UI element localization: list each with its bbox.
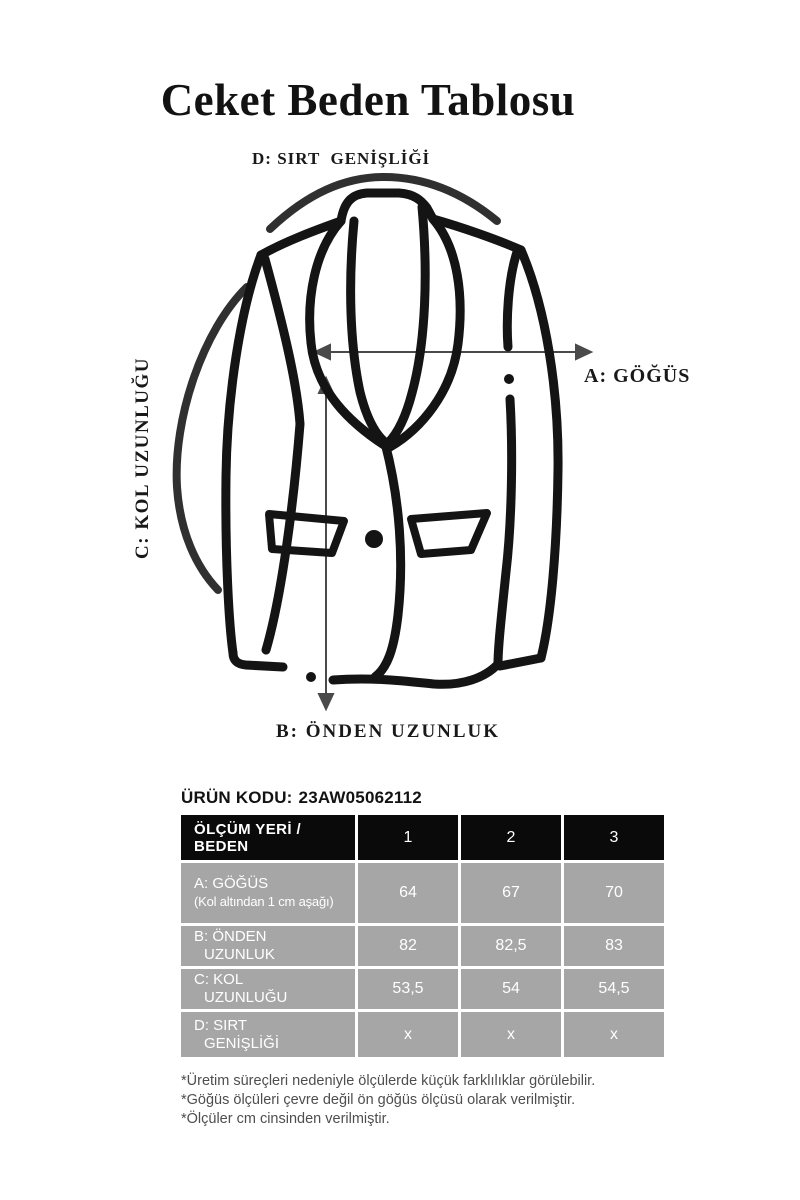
table-row-label-chest — [181, 863, 355, 923]
page-title: Ceket Beden Tablosu — [160, 75, 576, 125]
row-label-line2: UZUNLUK — [204, 946, 275, 963]
table-row-label-back-width — [181, 1012, 355, 1057]
footnotes — [181, 1072, 595, 1129]
size-table — [181, 815, 664, 1057]
table-header-size-1: 1 — [358, 815, 458, 860]
table-header-measure: ÖLÇÜM YERİ / BEDEN — [181, 815, 355, 860]
table-cell: x — [564, 1012, 664, 1057]
back-width-arc-icon — [270, 177, 497, 229]
row-label-line2: UZUNLUĞU — [204, 989, 288, 1006]
table-header-size-3: 3 — [564, 815, 664, 860]
row-label-line1: A: GÖĞÜS — [194, 875, 269, 892]
row-label-line1: B: ÖNDEN — [194, 928, 267, 945]
table-cell: 83 — [564, 926, 664, 966]
table-cell: 82,5 — [461, 926, 561, 966]
table-row-label-front-length — [181, 926, 355, 966]
label-chest: A: GÖĞÜS — [584, 365, 691, 387]
table-cell: 54,5 — [564, 969, 664, 1009]
table-cell: 82 — [358, 926, 458, 966]
table-cell: 64 — [358, 863, 458, 923]
table-row-label-sleeve-length — [181, 969, 355, 1009]
footnote: *Üretim süreçleri nedeniyle ölçülerde küçük farklılıklar görülebilir. — [181, 1073, 596, 1089]
jacket-line-art — [226, 193, 558, 684]
row-label-line2: GENİŞLİĞİ — [204, 1034, 280, 1052]
footnote: *Göğüs ölçüleri çevre değil ön göğüs ölçüsü olarak verilmiştir. — [181, 1092, 576, 1108]
table-cell: x — [461, 1012, 561, 1057]
row-label-line1: D: SIRT — [194, 1016, 248, 1034]
row-label-line2: (Kol altından 1 cm aşağı) — [194, 894, 334, 909]
row-label-line1: C: KOL — [194, 971, 244, 988]
sleeve-length-arc-icon — [177, 287, 247, 590]
front-length-arrow-icon — [319, 378, 333, 709]
product-code-value: 23AW05062112 — [298, 788, 422, 807]
label-back-width: D: SIRT GENİŞLİĞİ — [252, 149, 431, 168]
table-header-size-2: 2 — [461, 815, 561, 860]
table-cell: 70 — [564, 863, 664, 923]
table-cell: 67 — [461, 863, 561, 923]
table-cell: 53,5 — [358, 969, 458, 1009]
table-cell: x — [358, 1012, 458, 1057]
chest-width-arrow-icon — [315, 345, 591, 359]
product-code-label: ÜRÜN KODU: — [181, 788, 293, 807]
product-code — [181, 788, 422, 808]
label-sleeve-length: C: KOL UZUNLUĞU — [132, 357, 153, 559]
footnote: *Ölçüler cm cinsinden verilmiştir. — [181, 1111, 390, 1127]
label-front-length: B: ÖNDEN UZUNLUK — [275, 721, 501, 742]
table-cell: 54 — [461, 969, 561, 1009]
jacket-button — [365, 530, 383, 548]
